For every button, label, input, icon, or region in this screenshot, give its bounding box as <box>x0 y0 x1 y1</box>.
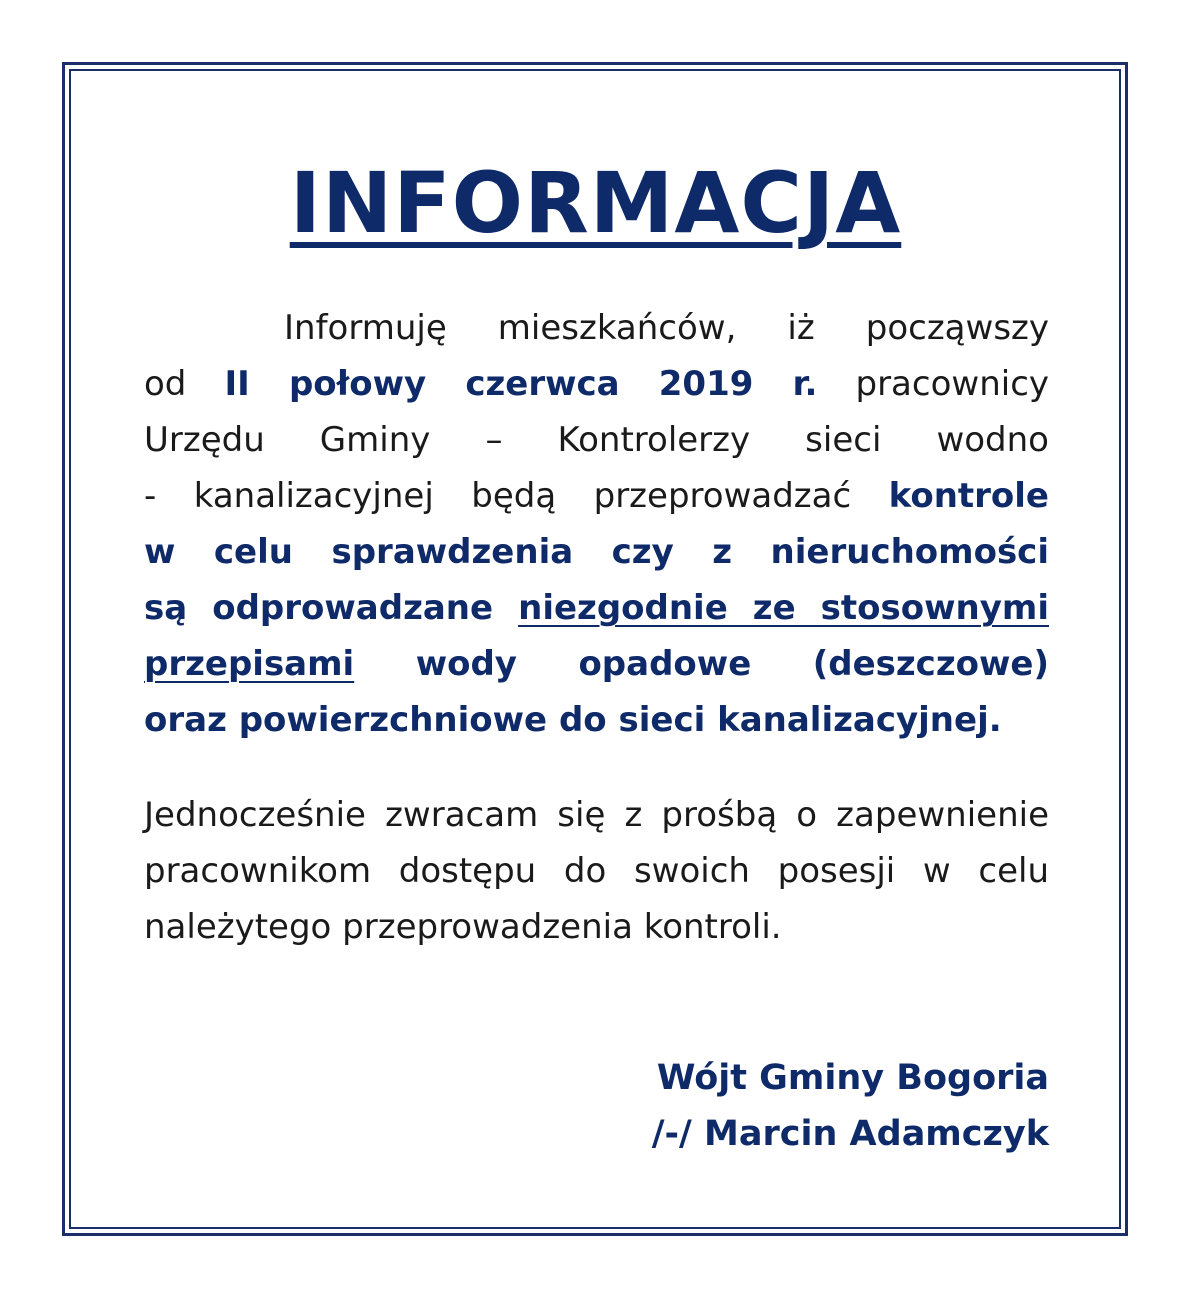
date-highlight: II połowy czerwca 2019 r. <box>224 364 818 404</box>
paragraph-line: Urzędu Gminy – Kontrolerzy sieci wodno <box>144 420 1049 460</box>
request-paragraph <box>144 787 1049 955</box>
text-segment: od <box>144 364 187 404</box>
text-segment: - kanalizacyjnej będą przeprowadzać <box>144 476 852 516</box>
paragraph-line: w celu sprawdzenia czy z nieruchomości <box>144 532 1049 572</box>
bold-segment: kontrole <box>888 476 1049 516</box>
announcement-paragraph <box>144 300 1049 748</box>
paragraph-line <box>144 356 1049 412</box>
signature-name: /-/ Marcin Adamczyk <box>651 1114 1049 1154</box>
title-text: INFORMACJA <box>289 154 902 252</box>
bold-segment: są odprowadzane <box>144 588 494 628</box>
paragraph-line: Jednocześnie zwracam się z prośbą o zapewnienie <box>144 795 1049 835</box>
underlined-segment: przepisami <box>144 644 355 684</box>
paragraph-line <box>144 300 1049 356</box>
text-segment: Informuję mieszkańców, iż począwszy <box>284 308 1049 348</box>
signature-title: Wójt Gminy Bogoria <box>656 1058 1049 1098</box>
paragraph-line: należytego przeprowadzenia kontroli. <box>144 907 782 947</box>
paragraph-line <box>144 468 1049 524</box>
underlined-segment: niezgodnie ze stosownymi <box>518 588 1049 628</box>
page-title <box>0 148 1191 258</box>
bold-segment: wody opadowe (deszczowe) <box>415 644 1049 684</box>
text-segment: pracownicy <box>855 364 1050 404</box>
paragraph-line <box>144 580 1049 636</box>
signature-block <box>652 1050 1049 1162</box>
paragraph-line: oraz powierzchniowe do sieci kanalizacyjnej. <box>144 700 1002 740</box>
paragraph-line: pracownikom dostępu do swoich posesji w celu <box>144 851 1049 891</box>
paragraph-line <box>144 636 1049 692</box>
